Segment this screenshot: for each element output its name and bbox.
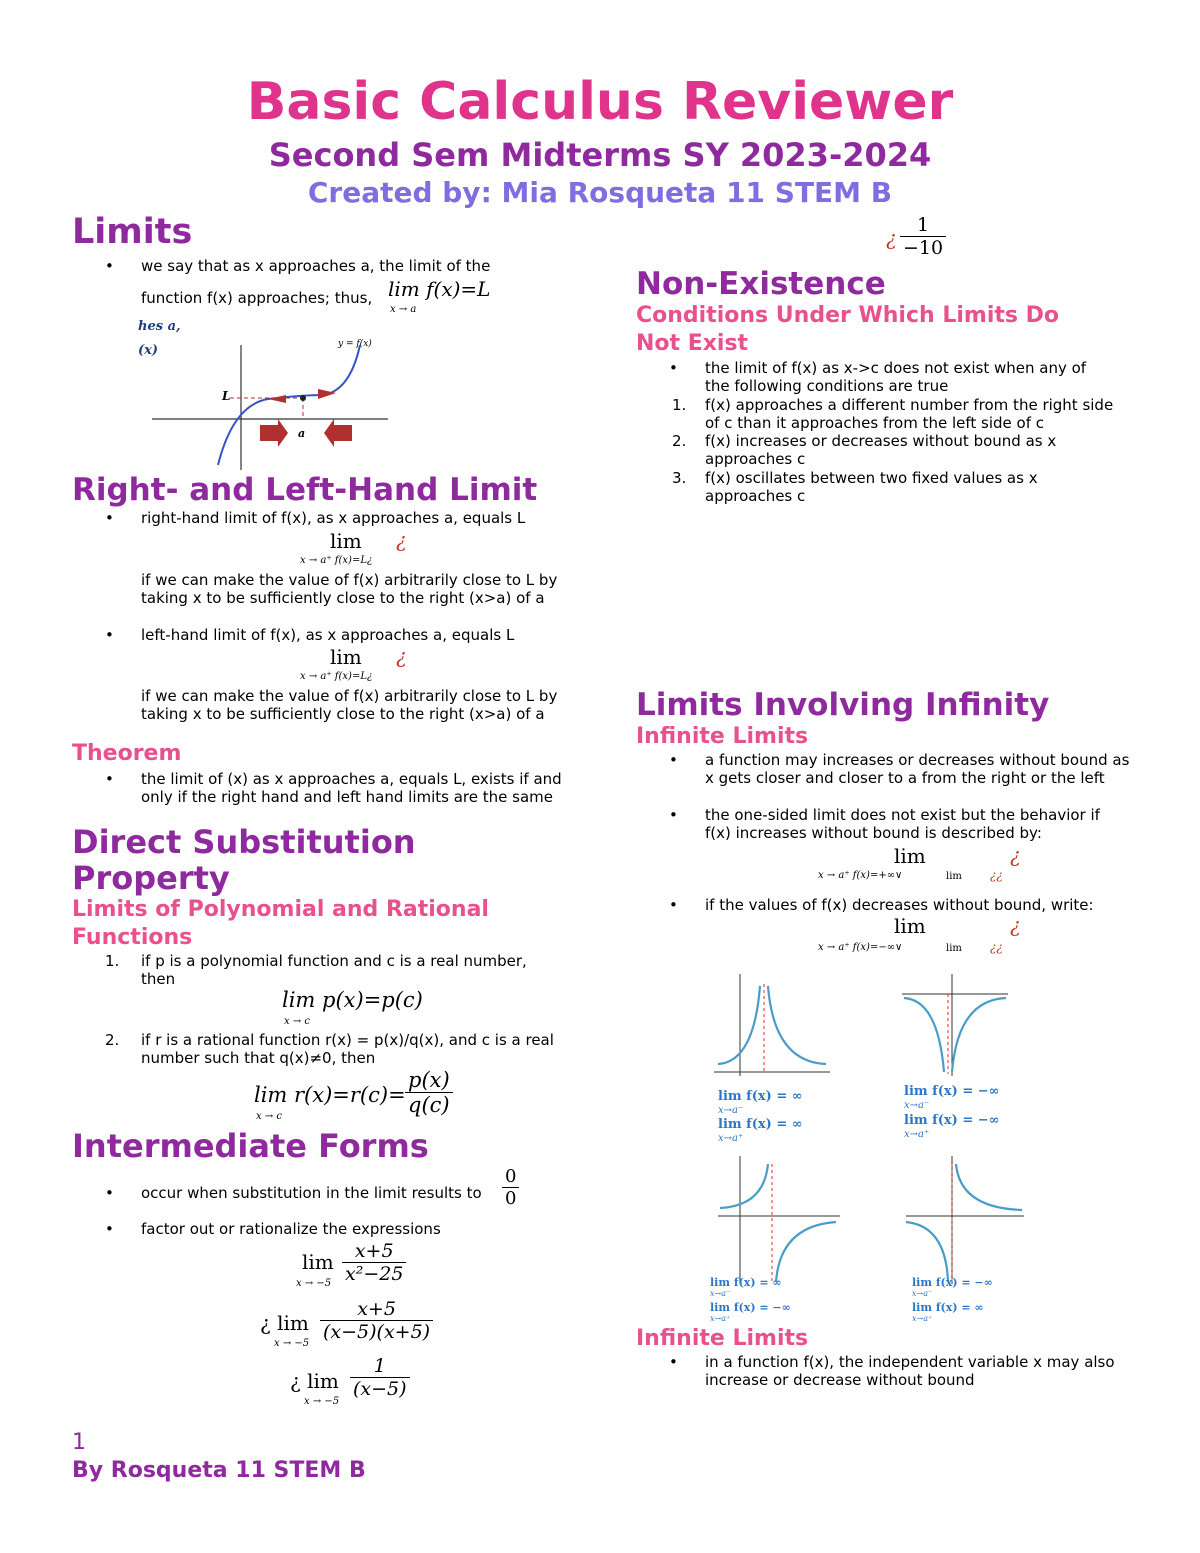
page-subtitle: Second Sem Midterms SY 2023-2024	[268, 136, 932, 174]
graph4-caption-2	[912, 1301, 984, 1314]
left-formula-inv: ¿	[396, 644, 407, 668]
right-limit-text: right-hand limit of f(x), as x approaches a, equals L	[141, 509, 526, 527]
inf-formula1-sub: x → a⁺ f(x)=+∞∨	[818, 870, 903, 881]
graph-L-label: L	[222, 389, 231, 403]
step3-prefix: ¿ lim	[290, 1369, 339, 1393]
fraction-numerator: x+5	[320, 1298, 433, 1321]
bullet-icon: •	[669, 806, 678, 824]
theorem-heading: Theorem	[72, 741, 182, 766]
inf-formula2-tail: ¿¿	[990, 940, 1003, 954]
bullet-icon: •	[105, 509, 114, 527]
dsp-heading-1: Direct Substitution	[72, 823, 416, 861]
dsp-item1-num: 1.	[105, 952, 120, 970]
infinity-bullet-1-text: a function may increases or decreases without bound as x gets closer and closer to a from the right or the left	[705, 751, 1130, 787]
bullet-icon: •	[669, 751, 678, 769]
fraction-denominator: −10	[903, 237, 944, 259]
dsp-item2-text: if r is a rational function r(x) = p(x)/q(x), and c is a real number such that q(x)≠0, then	[141, 1031, 554, 1067]
graph-curve-label: y = f(x)	[338, 339, 372, 349]
rl-limit-heading: Right- and Left-Hand Limit	[72, 472, 538, 508]
fraction-denominator: (x−5)	[353, 1378, 407, 1400]
left-formula-lim: lim	[330, 645, 362, 669]
graph3-caption-2	[710, 1301, 791, 1314]
dsp-item2-formula: lim r(x)=r(c)=	[254, 1083, 406, 1107]
bullet-icon: •	[669, 896, 678, 914]
bullet-icon: •	[105, 626, 114, 644]
nonexist-item-2-num: 2.	[672, 432, 687, 450]
graph1-sub-2: x→a⁺	[718, 1133, 744, 1144]
nonexist-item-2-text: f(x) increases or decreases without bound as x approaches c	[705, 432, 1057, 468]
inf-formula2-sub2: lim	[946, 943, 962, 954]
graph3-lim2: lim f(x) = −∞	[710, 1301, 791, 1314]
bullet-icon: •	[669, 1353, 678, 1371]
graph1-lim2: lim f(x) = ∞	[718, 1117, 803, 1132]
dsp-item1-text: if p is a polynomial function and c is a real number, then	[141, 952, 527, 988]
graph3-sub-1: x→a⁻	[710, 1289, 731, 1298]
graph4-lim2: lim f(x) = ∞	[912, 1301, 984, 1314]
bullet-icon: •	[669, 359, 678, 377]
graph1-caption-1	[718, 1089, 803, 1104]
graph4-caption-1	[912, 1276, 993, 1289]
bullet-icon: •	[105, 770, 114, 788]
page-title: Basic Calculus Reviewer	[246, 72, 954, 132]
left-formula-sub: x → a⁺ f(x)=L¿	[300, 671, 373, 682]
nonexistence-bullet-text: the limit of f(x) as x->c does not exist when any of the following conditions are true	[705, 359, 1087, 395]
inf-formula2-lim: lim	[894, 914, 926, 938]
theorem-text: the limit of (x) as x approaches a, equals L, exists if and only if the right hand and left hand limits are the same	[141, 770, 562, 806]
top-right-fraction	[900, 214, 946, 259]
graph2-sub-2: x→a⁺	[904, 1129, 930, 1140]
graph-label-a: hes a,	[138, 319, 181, 334]
fraction-numerator: p(x)	[405, 1068, 453, 1093]
infinity-bullet-2-text: the one-sided limit does not exist but the behavior if f(x) increases without bound is described by:	[705, 806, 1100, 842]
graph2-sub-1: x→a⁻	[904, 1100, 930, 1111]
zero-over-zero	[502, 1166, 519, 1209]
nonexistence-bullet	[669, 359, 1115, 395]
graph1-sub-1: x→a⁻	[718, 1105, 744, 1116]
dsp-item2-fraction	[405, 1068, 453, 1117]
nonexistence-subheading: Conditions Under Which Limits Do Not Exist	[636, 303, 1060, 356]
graph4-sub-1: x→a⁻	[912, 1289, 933, 1298]
dsp-heading-2: Property	[72, 859, 230, 897]
infinity-subheading-2: Infinite Limits	[636, 1326, 809, 1351]
graph3-lim1: lim f(x) = ∞	[710, 1276, 782, 1289]
infinity-bullet-1	[669, 751, 1130, 787]
intermediate-bullet-1-text: occur when substitution in the limit results to	[141, 1184, 482, 1202]
step3-fraction	[350, 1355, 410, 1400]
right-formula-lim: lim	[330, 529, 362, 553]
intermediate-bullet-2	[105, 1220, 541, 1238]
author-line: Created by: Mia Rosqueta 11 STEM B	[307, 176, 893, 209]
limit-graph	[138, 315, 398, 475]
intermediate-bullet-1	[105, 1184, 501, 1202]
fraction-denominator: 0	[505, 1188, 517, 1209]
nonexist-item-3-num: 3.	[672, 469, 687, 487]
left-limit-text: left-hand limit of f(x), as x approaches a, equals L	[141, 626, 515, 644]
left-limit-bullet	[105, 626, 561, 644]
graph1-lim1: lim f(x) = ∞	[718, 1089, 803, 1104]
infinity-bullet-4-text: in a function f(x), the independent variable x may also increase or decrease without bound	[705, 1353, 1115, 1389]
right-formula-sub: x → a⁺ f(x)=L¿	[300, 555, 373, 566]
infinity-heading: Limits Involving Infinity	[636, 687, 1050, 723]
graph2-lim1: lim f(x) = −∞	[904, 1084, 1000, 1099]
infinite-limit-graphs	[706, 964, 1036, 1326]
graph4-sub-2: x→a⁺	[912, 1314, 933, 1323]
step1-sub: x → −5	[296, 1278, 332, 1289]
limit-graph-svg	[138, 315, 398, 475]
graph3-sub-2: x→a⁺	[710, 1314, 731, 1323]
right-limit-bullet	[105, 509, 561, 527]
graph-label-x: (x)	[138, 343, 159, 358]
limits-heading: Limits	[72, 212, 193, 252]
footer-byline: By Rosqueta 11 STEM B	[72, 1458, 366, 1483]
intermediate-heading: Intermediate Forms	[72, 1127, 429, 1165]
graph2-caption-2	[904, 1113, 999, 1128]
inf-formula1-sub2: lim	[946, 871, 962, 882]
right-formula-inv: ¿	[396, 528, 407, 552]
limits-formula: lim f(x)=L	[388, 277, 491, 301]
bullet-icon: •	[105, 257, 114, 275]
infinity-bullet-2	[669, 806, 1130, 842]
step1-fraction	[342, 1240, 406, 1285]
limits-bullet-cont: function f(x) approaches; thus,	[141, 289, 373, 307]
nonexist-item-1-num: 1.	[672, 396, 687, 414]
graph2-caption-1	[904, 1084, 999, 1099]
nonexist-item-3-text: f(x) oscillates between two fixed values as x approaches c	[705, 469, 1038, 505]
page-number: 1	[72, 1430, 86, 1455]
graph2-lim2: lim f(x) = −∞	[904, 1113, 1000, 1128]
dsp-item1-sub: x → c	[284, 1016, 310, 1027]
graph1-caption-2	[718, 1117, 803, 1132]
graph-a-label: a	[298, 427, 306, 440]
step1-lim: lim	[302, 1250, 334, 1274]
infinity-bullet-3	[669, 896, 1130, 914]
fraction-denominator: (x−5)(x+5)	[323, 1321, 431, 1343]
graph3-caption-1	[710, 1276, 782, 1289]
dsp-subheading: Limits of Polynomial and Rational Functions	[72, 897, 489, 950]
infinity-bullet-3-text: if the values of f(x) decreases without bound, write:	[705, 896, 1094, 914]
nonexist-item-1-text: f(x) approaches a different number from the right side of c than it approaches from the left side of c	[705, 396, 1114, 432]
dsp-item2-num: 2.	[105, 1031, 120, 1049]
fraction-numerator: x+5	[342, 1240, 406, 1263]
infinite-limit-graphs-svg	[706, 964, 1036, 1326]
top-right-prefix: ¿	[886, 226, 897, 250]
theorem-bullet	[105, 770, 566, 806]
fraction-numerator: 1	[900, 214, 946, 237]
step2-sub: x → −5	[274, 1338, 310, 1349]
nonexistence-heading: Non-Existence	[636, 266, 886, 302]
fraction-numerator: 0	[502, 1166, 519, 1188]
bullet-icon: •	[105, 1220, 114, 1238]
inf-formula2-sub: x → a⁺ f(x)=−∞∨	[818, 942, 903, 953]
step2-prefix: ¿ lim	[260, 1311, 309, 1335]
step2-fraction	[320, 1298, 433, 1343]
fraction-denominator: q(c)	[408, 1093, 450, 1117]
infinity-subheading: Infinite Limits	[636, 724, 809, 749]
limits-bullet	[105, 257, 541, 275]
fraction-numerator: 1	[350, 1355, 410, 1378]
bullet-icon: •	[105, 1184, 114, 1202]
dsp-item1-formula: lim p(x)=p(c)	[282, 988, 423, 1012]
dsp-item2-sub: x → c	[256, 1111, 282, 1122]
graph4-lim1: lim f(x) = −∞	[912, 1276, 993, 1289]
inf-formula2-inv: ¿	[1010, 913, 1021, 937]
step3-sub: x → −5	[304, 1396, 340, 1407]
left-limit-desc: if we can make the value of f(x) arbitrarily close to L by taking x to be sufficiently close to the right (x>a) of a	[141, 687, 558, 723]
inf-formula1-lim: lim	[894, 844, 926, 868]
limits-formula-sub: x → a	[390, 304, 417, 315]
inf-formula1-inv: ¿	[1010, 843, 1021, 867]
intermediate-bullet-2-text: factor out or rationalize the expressions	[141, 1220, 441, 1238]
limits-bullet-text: we say that as x approaches a, the limit of the	[141, 257, 491, 275]
infinity-bullet-4	[669, 1353, 1125, 1389]
right-limit-desc: if we can make the value of f(x) arbitrarily close to L by taking x to be sufficiently close to the right (x>a) of a	[141, 571, 558, 607]
fraction-denominator: x²−25	[345, 1263, 404, 1285]
inf-formula1-tail: ¿¿	[990, 868, 1003, 882]
